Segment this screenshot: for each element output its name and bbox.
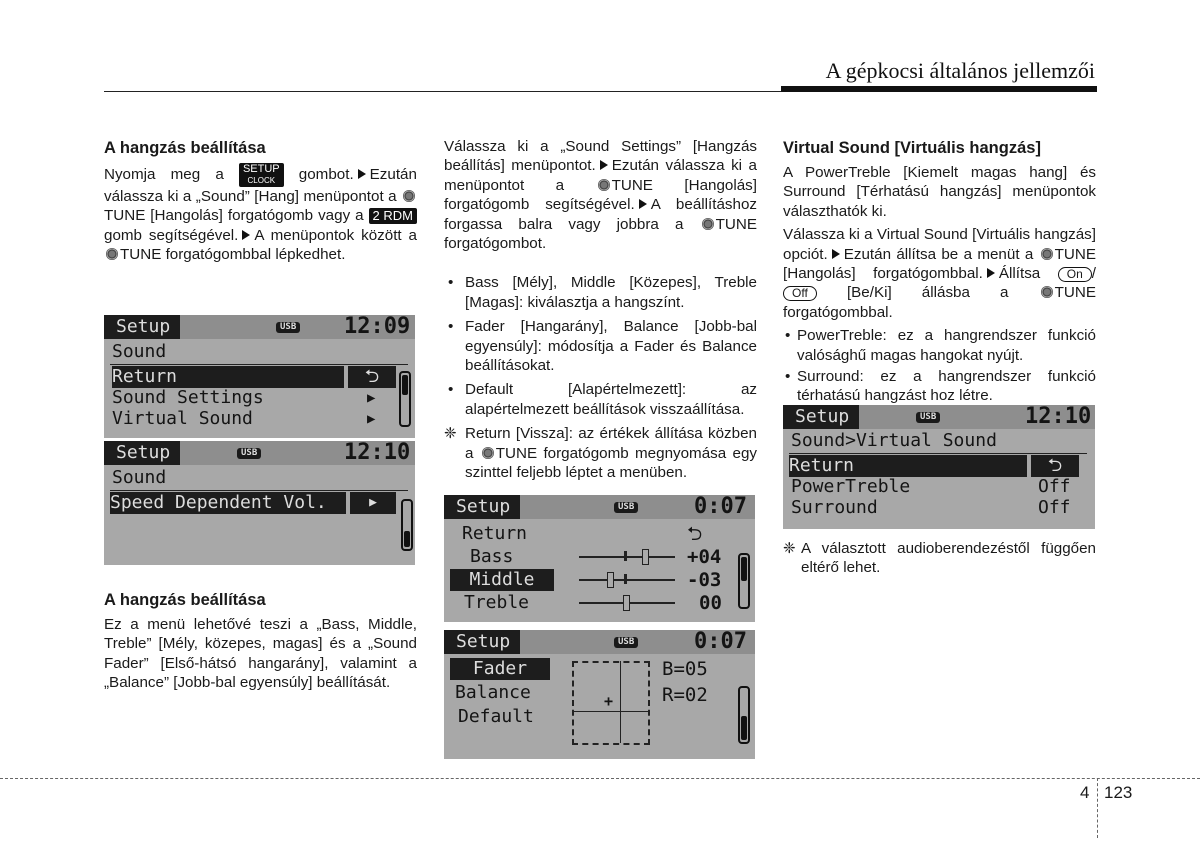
key-sublabel: CLOCK: [247, 176, 276, 185]
list-item: [444, 380, 757, 419]
clock: 12:10: [344, 441, 411, 465]
arrow-icon: [242, 230, 250, 240]
page-header-title: A gépkocsi általános jellemzői: [825, 58, 1095, 83]
arrow-icon: [600, 160, 608, 170]
tune-knob-icon: [598, 179, 610, 191]
arrow-icon: [987, 268, 995, 278]
grid-hline: [572, 711, 648, 712]
off-key: Off: [783, 286, 817, 301]
menu-row-balance[interactable]: Balance: [455, 682, 531, 703]
text: A menüpontok között a: [254, 226, 417, 244]
tune-knob-icon: [1041, 248, 1053, 260]
text: TUNE [Hangolás] forgatógomb segítségével.: [444, 176, 757, 214]
r-value: R=02: [662, 684, 708, 706]
return-icon: ⮌: [348, 366, 396, 388]
footer-divider: [1097, 778, 1098, 838]
clock: 0:07: [694, 630, 747, 654]
radio-screen-sound-menu: [104, 315, 415, 438]
screen-title: Sound>Virtual Sound: [791, 430, 997, 451]
list-item: [783, 326, 1096, 365]
setup-label: Setup: [104, 315, 180, 339]
text: Fader [Hangarány], Balance [Jobb-bal egyensúly]: módosítja a Fader és Balance beállításokat.: [465, 318, 757, 375]
chevron-right-icon: ▶: [367, 411, 376, 427]
radio-screen-virtual-sound: [783, 405, 1095, 529]
powertreble-value: Off: [1038, 476, 1071, 497]
paragraph: Ez a menü lehetővé teszi a „Bass, Middle, Treble” [Mély, közepes, magas] és a „Sound Fader” [Első-hátsó hangarány], valamint a „Balance” [Jobb-bal egyensúly] beállítását.: [104, 616, 417, 692]
paragraph: [104, 163, 417, 265]
text: Ezután válassza ki a menüpontot a: [444, 157, 757, 194]
arrow-icon: [639, 199, 647, 209]
menu-row-bass[interactable]: Bass: [470, 546, 514, 567]
tune-knob-icon: [1041, 286, 1053, 298]
menu-row-default[interactable]: Default: [458, 706, 534, 727]
key-label: SETUP: [242, 163, 280, 175]
tune-knob-icon: [106, 248, 118, 260]
position-marker-icon: +: [604, 692, 614, 710]
paragraph: A PowerTreble [Kiemelt magas hang] és Surround [Térhatású hangzás] menüpontok választhatók ki.: [783, 164, 1096, 220]
text: Bass [Mély], Middle [Közepes], Treble [Magas]: kiválasztja a hangszínt.: [465, 274, 757, 311]
scrollbar[interactable]: [738, 553, 750, 609]
menu-row-speed-dependent-vol[interactable]: Speed Dependent Vol.: [110, 492, 346, 514]
usb-badge: USB: [237, 448, 261, 459]
b-value: B=05: [662, 658, 708, 680]
usb-badge: USB: [276, 322, 300, 333]
usb-badge: USB: [614, 502, 638, 513]
text: TUNE [Hangolás] forgatógombbal.: [783, 245, 1096, 283]
list-item: [783, 367, 1096, 406]
grid-vline: [620, 661, 621, 743]
setup-label: Setup: [444, 630, 520, 654]
middle-value: -03: [687, 569, 722, 591]
center-mark: [624, 551, 627, 561]
chapter-number: 4: [1080, 783, 1090, 802]
radio-screen-tone-settings: [444, 495, 755, 622]
text: Ezután válassza ki a „Sound” [Hang] menüpontot a: [104, 166, 417, 205]
bullet: •: [785, 327, 791, 345]
text: Válassza ki a „Sound Settings” [Hangzás beállítás] menüpontot.: [444, 138, 757, 175]
paragraph: [444, 137, 757, 253]
divider: [110, 490, 408, 491]
text: gomb segítségével.: [104, 226, 239, 244]
text: TUNE forgatógomb megnyomása egy szinttel feljebb léptet a menüben.: [465, 444, 757, 482]
note-symbol: ❈: [783, 540, 796, 557]
setup-label: Setup: [444, 495, 520, 519]
menu-row-powertreble[interactable]: PowerTreble: [791, 476, 911, 497]
text: A beállításhoz forgassa balra vagy jobbra a: [444, 196, 757, 233]
menu-row-sound-settings[interactable]: Sound Settings: [112, 387, 264, 408]
text: Default [Alapértelmezett]: az alapértelmezett beállítások visszaállítása.: [465, 381, 757, 418]
header-rule: [104, 91, 784, 92]
footer-rule: [0, 778, 1200, 779]
bass-slider[interactable]: [579, 556, 675, 558]
text: PowerTreble: ez a hangrendszer funkció valósághű magas hangokat nyújt.: [797, 327, 1096, 364]
setup-label: Setup: [104, 441, 180, 465]
clock: 0:07: [694, 495, 747, 519]
text: TUNE forgatógombbal lépkedhet.: [120, 246, 346, 264]
arrow-icon: [358, 169, 366, 179]
rdm-key: 2 RDM: [369, 208, 417, 224]
bullet: •: [448, 381, 454, 399]
column-1-lower: [104, 589, 417, 697]
center-mark: [624, 574, 627, 584]
menu-row-treble[interactable]: Treble: [464, 592, 530, 613]
column-1: [104, 137, 417, 269]
section-heading: Virtual Sound [Virtuális hangzás]: [783, 139, 1041, 157]
bass-value: +04: [687, 546, 722, 568]
tune-knob-icon: [482, 447, 494, 459]
text: Ezután állítsa be a menüt a: [843, 245, 1034, 263]
slider-knob[interactable]: [607, 572, 614, 588]
return-icon: ⮌: [687, 523, 703, 545]
scrollbar[interactable]: [399, 371, 411, 427]
column-2: [444, 137, 757, 483]
section-heading: A hangzás beállítása: [104, 139, 266, 157]
usb-badge: USB: [916, 412, 940, 423]
bullet: •: [785, 368, 791, 386]
page-number: 123: [1104, 783, 1133, 802]
on-key: On: [1058, 267, 1092, 282]
radio-screen-sound-menu-2: [104, 441, 415, 565]
chevron-right-icon: ▶: [350, 492, 396, 514]
bullet-list: [783, 326, 1096, 406]
divider: [110, 364, 408, 365]
setup-clock-key: [239, 163, 284, 187]
text: Válassza ki a Virtual Sound [Virtuális hangzás] opciót.: [783, 226, 1096, 263]
text: Surround: ez a hangrendszer funkció térhatású hangzást hoz létre.: [797, 368, 1096, 405]
text: Nyomja meg a: [104, 166, 224, 183]
note: [783, 539, 1096, 578]
section-heading: A hangzás beállítása: [104, 591, 266, 609]
column-3: [783, 137, 1096, 408]
menu-row-surround[interactable]: Surround: [791, 497, 878, 518]
radio-screen-fader-balance: [444, 630, 755, 759]
scrollbar[interactable]: [401, 499, 413, 551]
paragraph: Válassza ki a Virtual Sound [Virtuális hangzás] opciót. Ezután állítsa be a menüt a TUNE [Hangolás] forgatógombbal. Állítsa On /Off [Be/Ki] állásba a TUNE forgatógombbal.: [783, 226, 1096, 321]
divider: [789, 453, 1087, 454]
text: gombot.: [298, 166, 354, 183]
chevron-right-icon: ▶: [367, 390, 376, 406]
note-symbol: ❈: [444, 425, 457, 443]
slider-knob[interactable]: [642, 549, 649, 565]
treble-value: 00: [699, 592, 722, 614]
bullet: •: [448, 274, 454, 292]
middle-slider[interactable]: [579, 579, 675, 581]
menu-row-return[interactable]: Return: [112, 366, 344, 388]
arrow-icon: [832, 249, 840, 259]
bullet-list: [444, 273, 757, 419]
menu-row-virtual-sound[interactable]: Virtual Sound: [112, 408, 253, 429]
text: A választott audioberendezéstől függően eltérő lehet.: [801, 540, 1096, 577]
tune-knob-icon: [702, 218, 714, 230]
bullet: •: [448, 318, 454, 336]
surround-value: Off: [1038, 497, 1071, 518]
screen-title: Sound: [112, 467, 167, 488]
usb-badge: USB: [614, 637, 638, 648]
menu-row-middle[interactable]: Middle: [450, 569, 554, 591]
list-item: [444, 273, 757, 312]
clock: 12:09: [344, 315, 411, 339]
menu-row-fader[interactable]: Fader: [450, 658, 550, 680]
header-rule-thick: [781, 86, 1097, 92]
tune-knob-icon: [403, 190, 415, 202]
text: Return [Vissza]: az értékek állítása közben a: [465, 425, 757, 462]
return-icon: ⮌: [1031, 455, 1079, 477]
setup-label: Setup: [783, 405, 859, 429]
menu-row-return[interactable]: Return: [462, 523, 528, 544]
list-item: [444, 317, 757, 375]
note: [444, 424, 757, 482]
text: Állítsa: [998, 265, 1041, 283]
text: TUNE forgatógombbal.: [783, 284, 1096, 321]
column-3-note: [783, 539, 1096, 578]
screen-title: Sound: [112, 341, 167, 362]
scrollbar[interactable]: [738, 686, 750, 744]
slider-knob[interactable]: [623, 595, 630, 611]
menu-row-return[interactable]: Return: [789, 455, 1027, 477]
text: [Be/Ki] állásba a: [846, 284, 1009, 302]
text: TUNE forgatógombot.: [444, 215, 757, 253]
text: TUNE [Hangolás] forgatógomb vagy a: [104, 207, 364, 225]
clock: 12:10: [1025, 405, 1092, 429]
